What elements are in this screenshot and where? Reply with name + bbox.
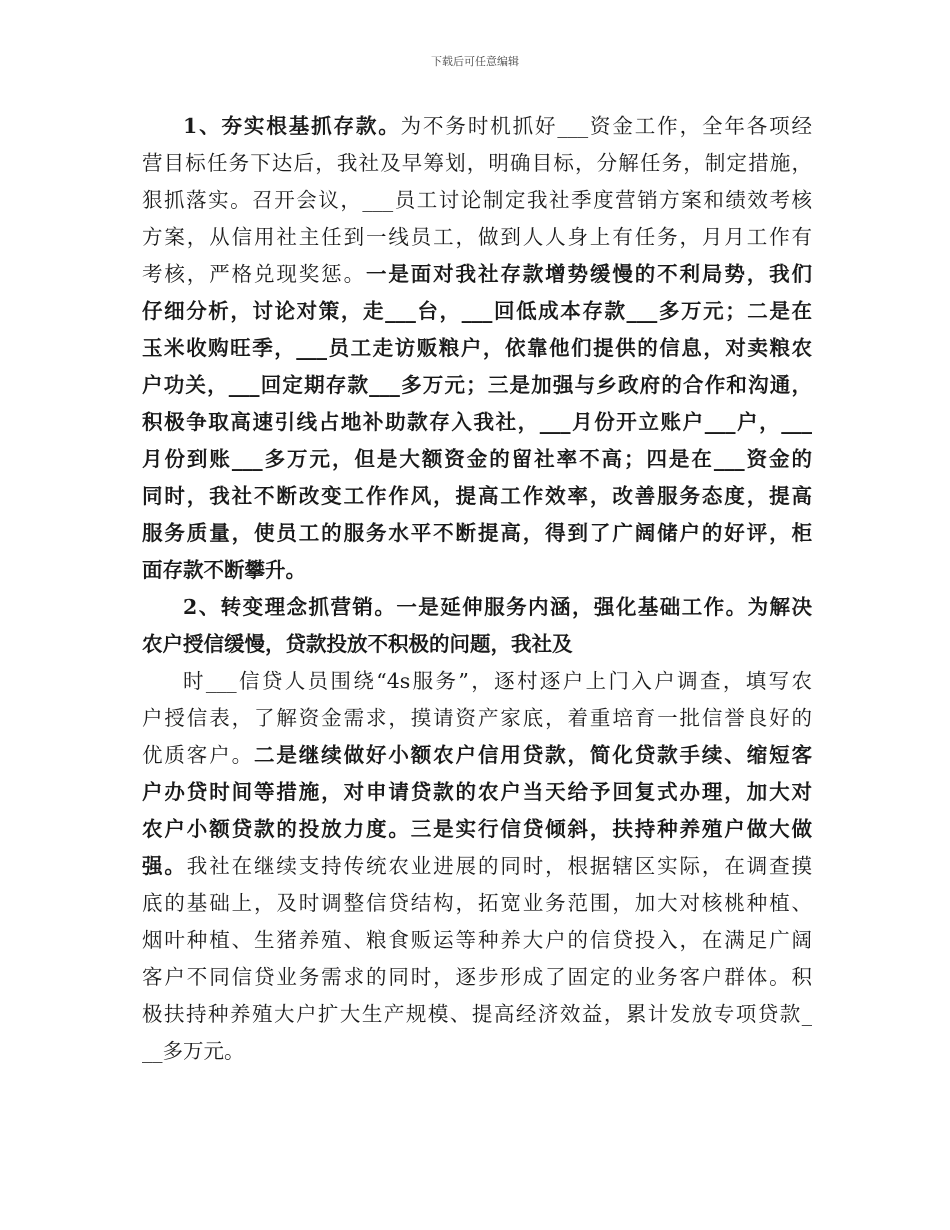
text-line <box>142 885 812 922</box>
bold-text-run: 服务质量，使员工的服务水平不断提高，得到了广阔储户的好评，柜 <box>142 521 812 545</box>
bold-text-run: 二是继续做好小额农户信用贷款，简化贷款手续、缩短客 <box>253 743 812 767</box>
bold-text-run: 户办贷时间等措施，对申请贷款的农户当天给予回复式办理，加大对 <box>142 780 812 804</box>
text-line <box>142 663 812 700</box>
text-run: 狠抓落实。召开会议，___员工讨论制定我社季度营销方案和绩效考核 <box>142 188 812 212</box>
text-line <box>142 404 812 441</box>
text-run: 户授信表，了解资金需求，摸请资产家底，着重培育一批信誉良好的 <box>142 706 812 730</box>
text-line <box>142 108 812 145</box>
text-run: 为不务时机抓好___资金工作，全年各项经 <box>400 114 812 138</box>
text-line <box>142 219 812 256</box>
text-line <box>142 367 812 404</box>
text-line <box>142 774 812 811</box>
text-line <box>142 145 812 182</box>
bold-text-run: 一是延伸服务内涵，强化基础工作。为解决 <box>396 595 812 619</box>
text-run: 考核，严格兑现奖惩。 <box>142 262 366 286</box>
paragraph <box>142 108 812 589</box>
text-line <box>142 441 812 478</box>
text-run: __多万元。 <box>142 1039 245 1063</box>
paragraph <box>142 589 812 663</box>
bold-text-run: 面存款不断攀升。 <box>142 558 306 582</box>
bold-text-run: 同时，我社不断改变工作作风，提高工作效率，改善服务态度，提高 <box>142 484 812 508</box>
text-run: 底的基础上，及时调整信贷结构，拓宽业务范围，加大对核桃种植、 <box>142 891 812 915</box>
bold-text-run: 1、夯实根基抓存款。 <box>183 114 401 138</box>
bold-text-run: 仔细分析，讨论对策，走___台，___回低成本存款___多万元；二是在 <box>142 299 812 323</box>
text-run: 营目标任务下达后，我社及早筹划，明确目标，分解任务，制定措施， <box>142 151 812 175</box>
document-body <box>142 108 812 1070</box>
text-line <box>142 330 812 367</box>
text-run: 优质客户。 <box>142 743 254 767</box>
bold-text-run: 农户小额贷款的投放力度。三是实行信贷倾斜，扶持种养殖户做大做 <box>142 817 812 841</box>
page-header: 下载后可任意编辑 <box>431 55 519 68</box>
bold-text-run: 户功关，___回定期存款___多万元；三是加强与乡政府的合作和沟通， <box>142 373 812 397</box>
text-run: 烟叶种植、生猪养殖、粮食贩运等种养大户的信贷投入，在满足广阔 <box>142 928 812 952</box>
bold-text-run: 玉米收购旺季，___员工走访贩粮户，依靠他们提供的信息，对卖粮农 <box>142 336 812 360</box>
text-line <box>142 256 812 293</box>
text-line <box>142 811 812 848</box>
bold-text-run: 一是面对我社存款增势缓慢的不利局势，我们 <box>365 262 812 286</box>
text-run: 客户不同信贷业务需求的同时，逐步形成了固定的业务客户群体。积 <box>142 965 812 989</box>
text-run: 极扶持种养殖大户扩大生产规模、提高经济效益，累计发放专项贷款_ <box>142 1002 812 1026</box>
text-line <box>142 996 812 1033</box>
paragraph <box>142 663 812 1070</box>
text-line <box>142 959 812 996</box>
text-line <box>142 552 812 589</box>
text-line <box>142 922 812 959</box>
text-line <box>142 515 812 552</box>
text-line <box>142 737 812 774</box>
text-line <box>142 626 812 663</box>
text-line <box>142 1033 812 1070</box>
bold-text-run: 农户授信缓慢，贷款投放不积极的问题，我社及 <box>142 632 573 656</box>
text-line <box>142 589 812 626</box>
text-run: 时___信贷人员围绕“4s服务”，逐村逐户上门入户调查，填写农 <box>183 669 812 693</box>
text-line <box>142 293 812 330</box>
bold-text-run: 月份到账___多万元，但是大额资金的留社率不高；四是在___资金的 <box>142 447 812 471</box>
bold-text-run: 积极争取高速引线占地补助款存入我社，___月份开立账户___户，___ <box>142 410 812 434</box>
text-line <box>142 182 812 219</box>
bold-text-run: 强。 <box>142 854 187 878</box>
text-line <box>142 848 812 885</box>
text-line <box>142 700 812 737</box>
text-run: 我社在继续支持传统农业进展的同时，根据辖区实际，在调查摸 <box>186 854 812 878</box>
text-line <box>142 478 812 515</box>
text-run: 方案，从信用社主任到一线员工，做到人人身上有任务，月月工作有 <box>142 225 812 249</box>
bold-text-run: 2、转变理念抓营销。 <box>183 595 397 619</box>
